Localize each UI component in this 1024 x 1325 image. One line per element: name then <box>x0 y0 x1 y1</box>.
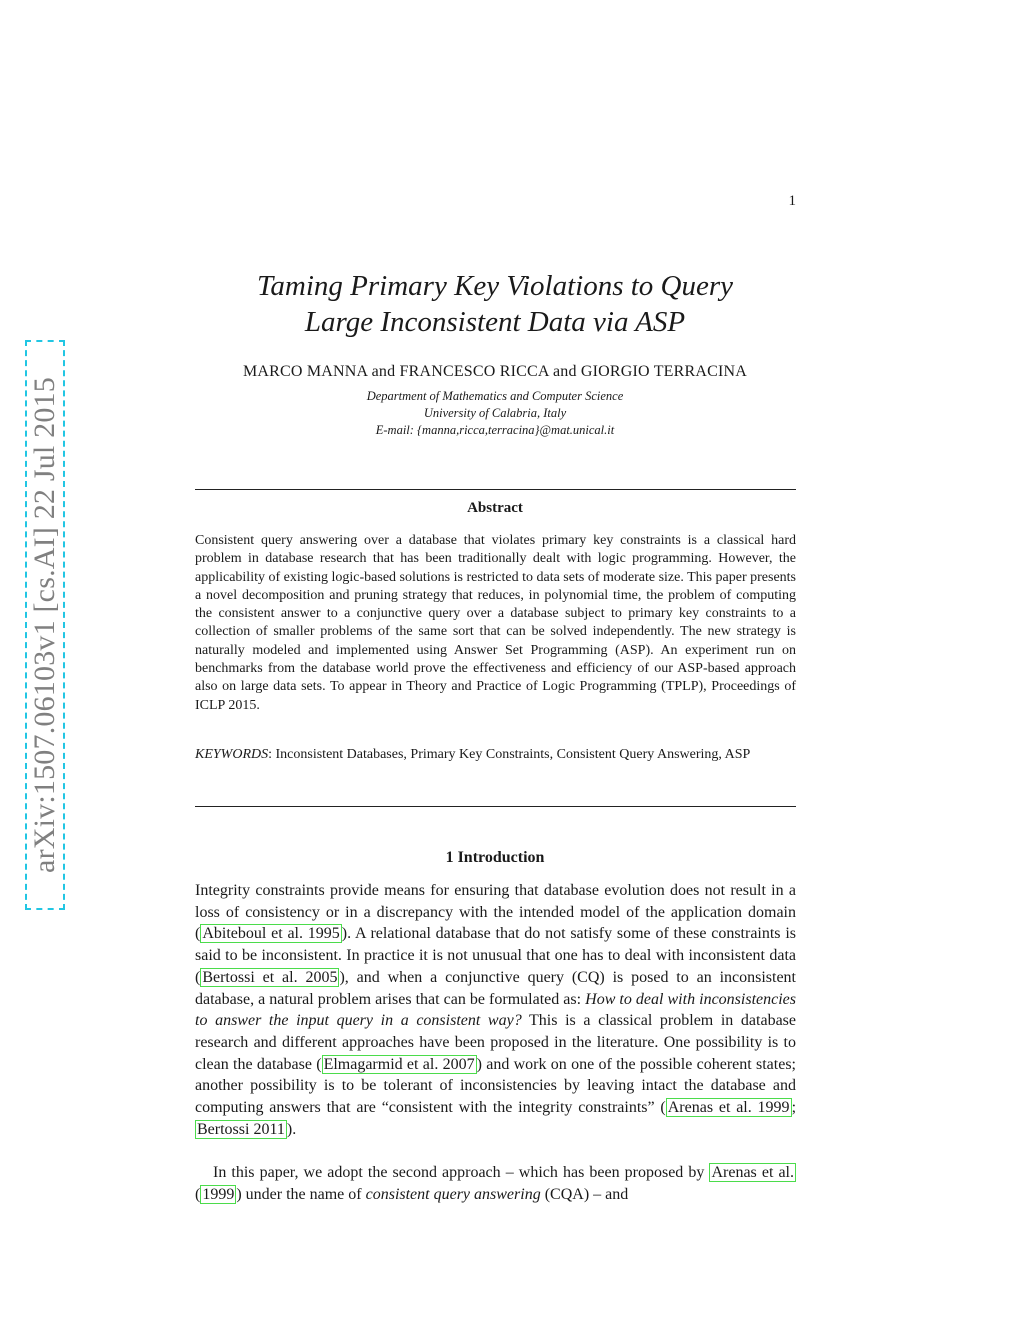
text-run: This is a classical problem in database research and different approaches have been proposed in the literature. One possibility is to clean the database ( <box>195 1012 797 1073</box>
arxiv-identifier: arXiv:1507.06103v1 [cs.AI] 22 Jul 2015 <box>28 377 61 873</box>
abstract-top-rule <box>195 489 796 490</box>
section-heading-introduction: 1 Introduction <box>445 849 545 866</box>
text-run: In this paper, we adopt the second approach – which has been proposed by <box>213 1164 710 1181</box>
text-run: ). A relational database that do not satisfy some of these constraints is said to be inconsistent. In practice it is not unusual that one has to deal with inconsistent data ( <box>195 925 796 986</box>
text-run: ; <box>791 1099 797 1117</box>
citation-link[interactable]: Abiteboul et al. 1995 <box>202 925 340 943</box>
abstract-heading: Abstract <box>467 500 523 516</box>
affiliation-department: Department of Mathematics and Computer Science <box>366 389 624 403</box>
abstract-bottom-rule <box>195 806 796 807</box>
affiliation-university: University of Calabria, Italy <box>423 406 567 420</box>
keywords <box>195 746 796 764</box>
citation-link[interactable]: 1999 <box>202 1185 235 1203</box>
text-run: ( <box>195 1185 201 1203</box>
emphasis-text: consistent query answering <box>365 1185 541 1203</box>
intro-paragraph-1 <box>195 880 796 1140</box>
emphasis-text: How to deal with inconsistencies to answer the input query in a consistent way? <box>195 990 796 1030</box>
citation-link[interactable]: Arenas et al. <box>711 1164 795 1181</box>
abstract-text: Consistent query answering over a database that violates primary key constraints is a classical hard problem in database research that has been traditionally dealt with logic programming. However, the applicability of existing logic-based solutions is restricted to data sets of moderate size. This paper presents a novel decomposition and pruning strategy that reduces, in polynomial time, the problem of computing the consistent answer to a conjunctive query over a database subject to primary key constraints to a collection of smaller problems of the same sort that can be solved independently. The new strategy is naturally modeled and implemented using Answer Set Programming (ASP). An experiment run on benchmarks from the database world prove the effectiveness and efficiency of our ASP-based approach also on large data sets. To appear in Theory and Practice of Logic Programming (TPLP), Proceedings of ICLP 2015. <box>195 533 796 713</box>
title-line-1: Taming Primary Key Violations to Query <box>256 270 734 302</box>
page-number: 1 <box>788 193 796 209</box>
text-run: ), and when a conjunctive query (CQ) is posed to an inconsistent database, a natural problem arises that can be formulated as: <box>195 968 797 1008</box>
text-run: ) and work on one of the possible coherent states; another possibility is to be tolerant of inconsistencies by leaving intact the database and computing answers that are “consistent with the integrity constraints” ( <box>195 1055 796 1117</box>
paper-title <box>195 268 795 340</box>
text-run: ) under the name of <box>236 1185 366 1203</box>
affiliation <box>195 388 795 439</box>
citation-link[interactable]: Arenas et al. 1999 <box>667 1099 790 1117</box>
keywords-label: KEYWORDS <box>195 747 269 762</box>
intro-paragraph-2 <box>195 1162 796 1205</box>
affiliation-email: E-mail: {manna,ricca,terracina}@mat.unical.it <box>375 423 615 437</box>
title-line-2: Large Inconsistent Data via ASP <box>304 306 686 338</box>
text-run: (CQA) – and <box>540 1185 629 1203</box>
text-run: ). <box>286 1120 297 1138</box>
authors: MARCO MANNA and FRANCESCO RICCA and GIORGIO TERRACINA <box>242 363 748 380</box>
citation-link[interactable]: Bertossi 2011 <box>197 1120 285 1138</box>
text-run: Integrity constraints provide means for ensuring that database evolution does not result in a loss of consistency or in a discrepancy with the intended model of the application domain ( <box>195 882 796 943</box>
keywords-text: : Inconsistent Databases, Primary Key Constraints, Consistent Query Answering, ASP <box>268 747 751 762</box>
citation-link[interactable]: Bertossi et al. 2005 <box>202 968 338 986</box>
arxiv-stamp[interactable] <box>25 340 65 910</box>
citation-link[interactable]: Elmagarmid et al. 2007 <box>323 1055 475 1073</box>
